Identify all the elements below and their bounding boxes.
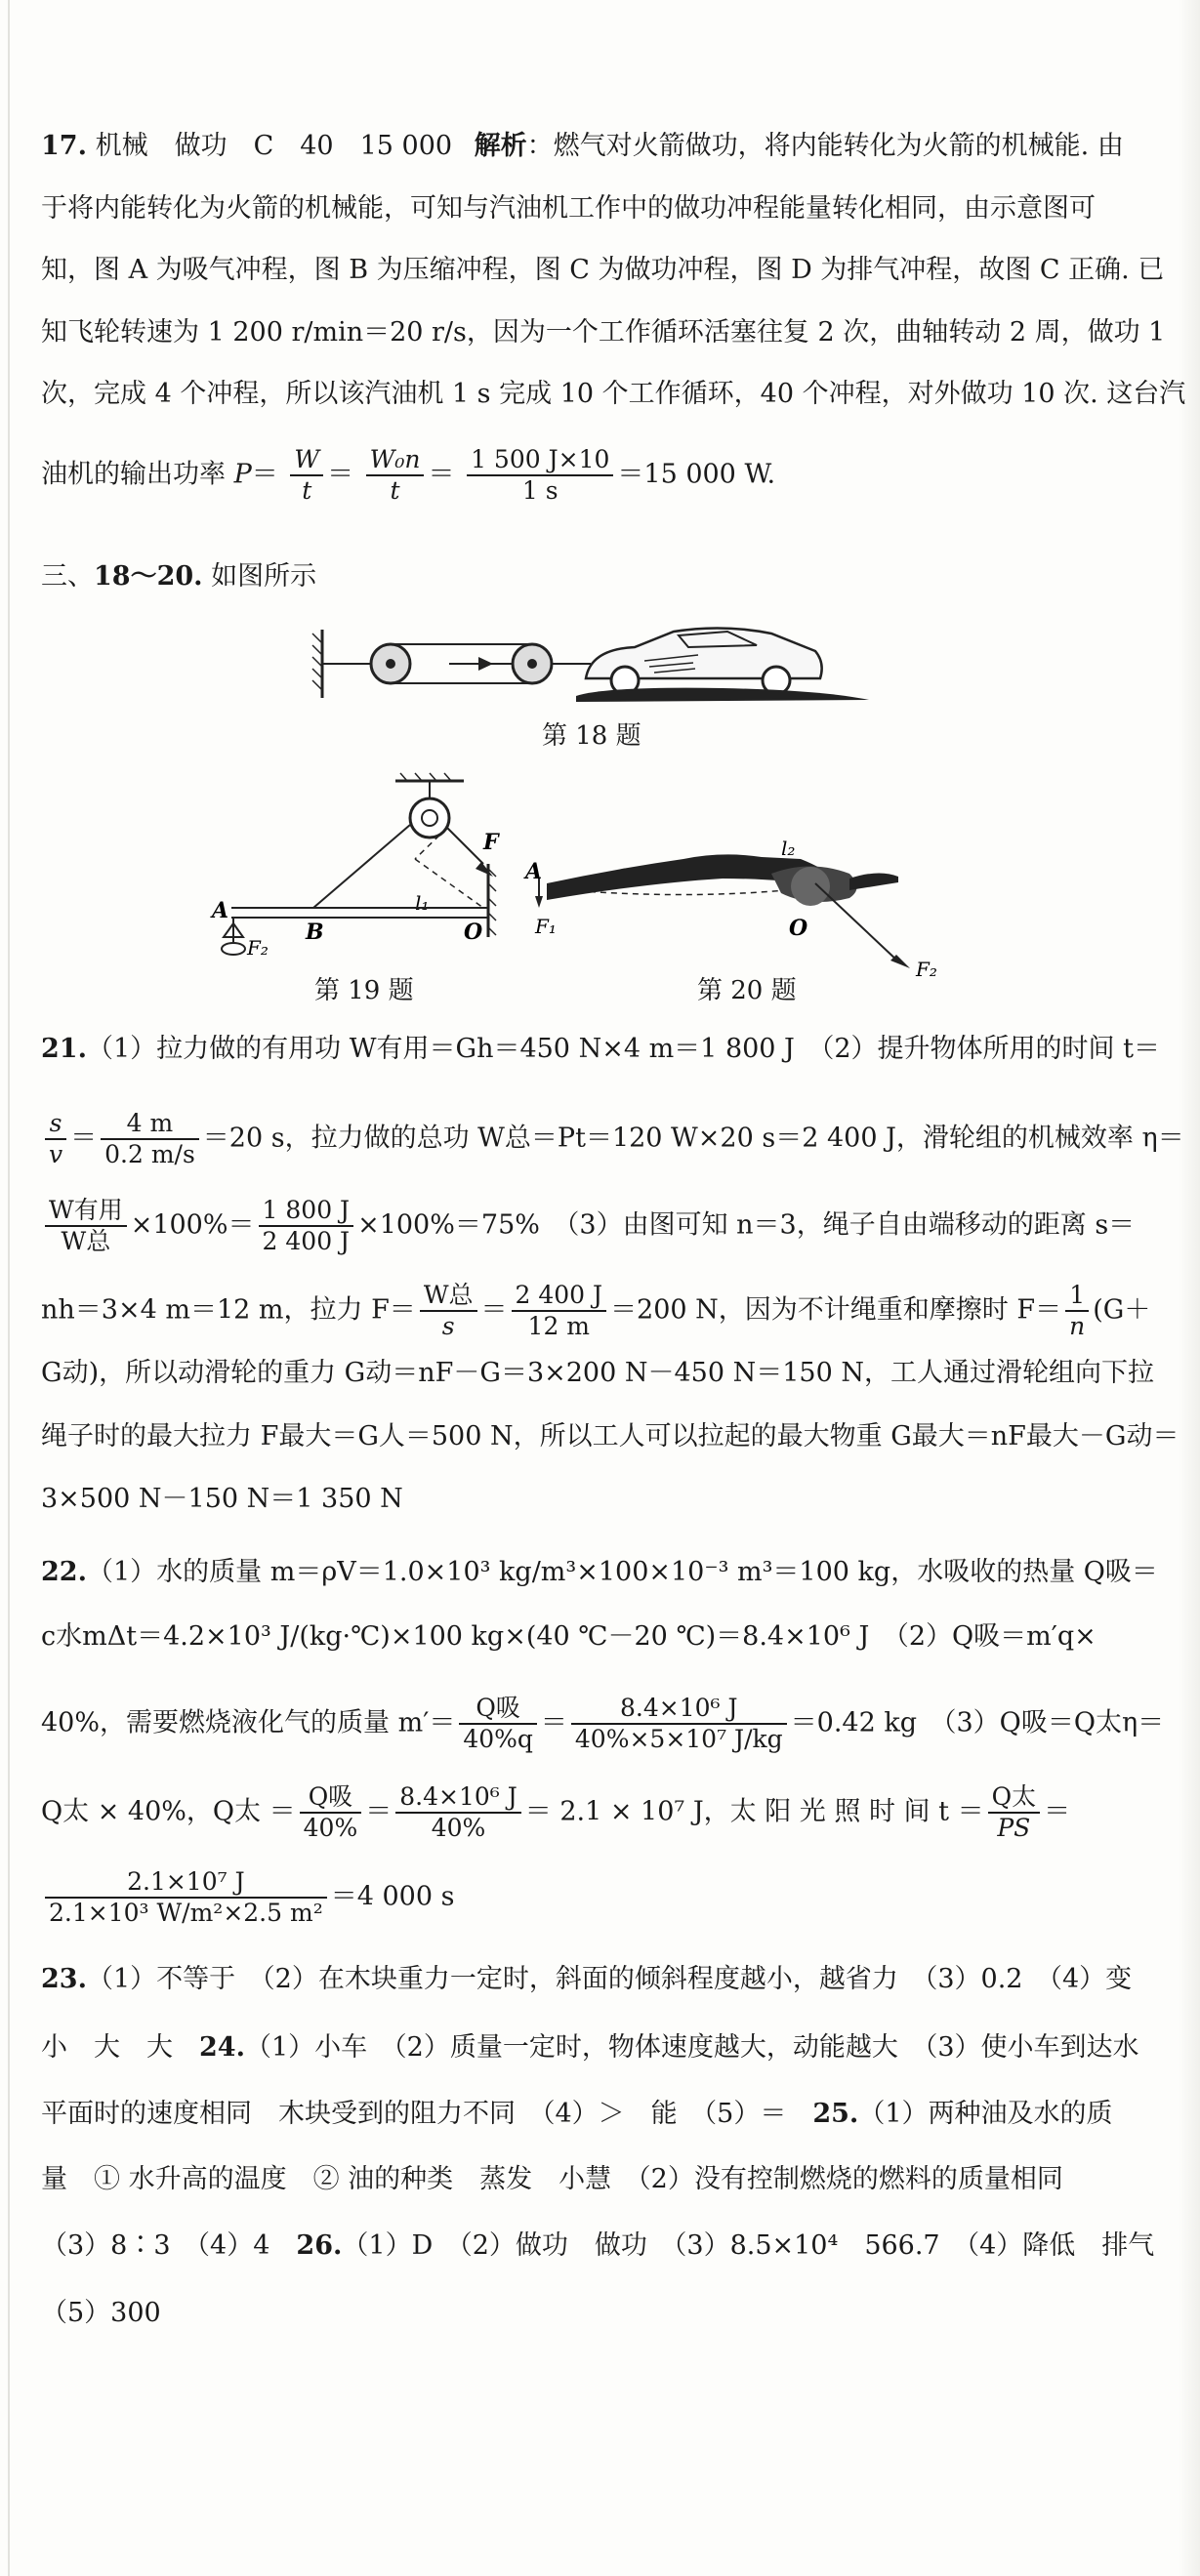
figure-19-label-B: B [306, 920, 324, 945]
figure-20-label-l2: l₂ [781, 837, 796, 860]
q22-frac-solar: $\frac{\text{Q吸}}{40\%}$ [300, 1782, 362, 1843]
figure-20-label-A: A [525, 859, 543, 884]
q24-number: 24. [199, 2032, 245, 2063]
q21-line-3: $\frac{\text{W有用}}{\text{W总}}$ ×100%＝ $\frac{1 800 J}{2 400 J}$ ×100%＝75% （3）由图可知 n＝3，绳子自由端移动的距离 s＝ [41, 1196, 1135, 1256]
figure-19-label-A: A [212, 898, 229, 923]
q17-P: P [233, 459, 252, 490]
section-3-heading: 三、18～20. 如图所示 [41, 561, 317, 592]
q17-frac-w-t: $\frac{W}{t}$ [290, 445, 323, 506]
q23-number: 23. [41, 1964, 87, 1994]
q21-frac-efficiency: $\frac{\text{W有用}}{\text{W总}}$ [45, 1196, 127, 1256]
q22-text-1: （1）水的质量 m＝ρV＝1.0×10³ kg/m³×100×10⁻³ m³＝100 kg，水吸收的热量 Q吸＝ [86, 1557, 1158, 1587]
figure-19-caption: 第 19 题 [314, 976, 414, 1005]
q25-number: 25. [812, 2099, 859, 2129]
figure-19 [212, 771, 513, 976]
q17-analysis-label: 解析 [474, 131, 527, 161]
figure-20 [525, 837, 986, 981]
q17-answers: 机械 做功 C 40 15 000 [95, 131, 453, 161]
q17-frac-w0n-t: $\frac{\text{W₀n}}{t}$ [366, 445, 425, 506]
q21-frac-force-values: $\frac{2 400 J}{12 m}$ [512, 1281, 607, 1341]
q21-text-3: ×100%＝75% （3）由图可知 n＝3，绳子自由端移动的距离 s＝ [357, 1209, 1136, 1241]
figure-20-caption: 第 20 题 [697, 976, 797, 1005]
q22-text-5: ＝4 000 s [330, 1881, 455, 1912]
q22-frac-time-values: $\frac{\text{2.1×10⁷ J}}{\text{2.1×10³ W/m²×2.5 m²}}$ [45, 1867, 327, 1928]
q21-frac-efficiency-values: $\frac{1 800 J}{2 400 J}$ [259, 1196, 354, 1256]
q22-line-3: 40%，需要燃烧液化气的质量 m′＝ $\frac{\text{Q吸}}{40\%q}$ ＝ $\frac{\text{8.4×10⁶ J}}{\text{40\%×5×10⁷ J/kg}}$ ＝0.42 kg （3）Q吸＝Q太η＝ [41, 1694, 1165, 1753]
q26-number: 26. [296, 2230, 343, 2261]
figure-18 [312, 620, 869, 717]
figure-19-label-l1: l₁ [415, 891, 430, 915]
q22-line-2: c水mΔt＝4.2×10³ J/(kg·℃)×100 kg×(40 ℃－20 ℃)＝8.4×10⁶ J （2）Q吸＝m′q× [41, 1621, 1097, 1652]
q22-number: 22. [41, 1557, 87, 1587]
q17-eq-3: ＝ [428, 459, 455, 490]
figure-19-label-O: O [464, 920, 483, 945]
q21-line-5: G动)，所以动滑轮的重力 G动＝nF－G＝3×200 N－450 N＝150 N，工人通过滑轮组向下拉 [41, 1358, 1154, 1388]
q22-text-3: ＝0.42 kg （3）Q吸＝Q太η＝ [790, 1707, 1165, 1738]
q21-frac-s-v: $\frac{s}{v}$ [45, 1109, 66, 1169]
q17-line-6 [41, 445, 775, 506]
q21-line-4: nh＝3×4 m＝12 m，拉力 F＝ $\frac{\text{W总}}{s}$ ＝ $\frac{2 400 J}{12 m}$ ＝200 N，因为不计绳重和摩擦时 F＝ $\frac{1}{n}$ (G＋ [41, 1281, 1151, 1340]
q17-line-4: 知飞轮转速为 1 200 r/min＝20 r/s，因为一个工作循环活塞往复 2 次，曲轴转动 2 周，做功 1 [41, 317, 1166, 348]
q22-frac-mass-values: $\frac{\text{8.4×10⁶ J}}{\text{40\%×5×10⁷ J/kg}}$ [571, 1694, 787, 1754]
figure-20-label-F2: F₂ [916, 958, 937, 981]
q21-number: 21. [41, 1034, 87, 1064]
q17-text-1: ：燃气对火箭做功，将内能转化为火箭的机械能. 由 [526, 131, 1124, 161]
q26-text: （1）D （2）做功 做功 （3）8.5×10⁴ 566.7 （4）降低 排气 [342, 2230, 1155, 2261]
q21-line-1 [41, 1032, 1160, 1067]
q17-eq-2: ＝ [327, 459, 354, 490]
figure-19-label-F2: F₂ [247, 936, 269, 960]
q23-line-3: 平面时的速度相同 木块受到的阻力不同 （4）＞ 能 （5）＝ 25.（1）两种油及水的质 [41, 2099, 1113, 2129]
figure-20-label-O: O [789, 916, 808, 941]
q22-line-1 [41, 1555, 1158, 1590]
q17-number: 17. [41, 131, 87, 161]
q17-eq-1: ＝ [251, 459, 278, 490]
q21-line-6: 绳子时的最大拉力 F最大＝G人＝500 N，所以工人可以拉起的最大物重 G最大＝nF最大－G动＝ [41, 1421, 1179, 1452]
q23-line-1 [41, 1962, 1132, 1997]
q22-frac-mass: $\frac{\text{Q吸}}{40\%q}$ [459, 1694, 537, 1754]
q21-frac-force: $\frac{\text{W总}}{s}$ [420, 1281, 477, 1341]
q21-line-2: $\frac{s}{v}$ ＝ $\frac{4 m}{0.2 m/s}$ ＝20 s，拉力做的总功 W总＝Pt＝120 W×20 s＝2 400 J，滑轮组的机械效率 η＝ [41, 1109, 1184, 1169]
q21-frac-time: $\frac{4 m}{0.2 m/s}$ [101, 1109, 199, 1169]
q24-text: （1）小车 （2）质量一定时，物体速度越大，动能越大 （3）使小车到达水 [244, 2032, 1139, 2063]
q22-frac-solar-values: $\frac{\text{8.4×10⁶ J}}{40\%}$ [395, 1782, 521, 1843]
q21-text-2: ＝20 s，拉力做的总功 W总＝Pt＝120 W×20 s＝2 400 J，滑轮组的机械效率 η＝ [202, 1123, 1184, 1154]
q23-text-1: （1）不等于 （2）在木块重力一定时，斜面的倾斜程度越小，越省力 （3）0.2 （4）变 [86, 1964, 1133, 1994]
q22-line-4: Q太 × 40%，Q太 ＝ $\frac{\text{Q吸}}{40\%}$ ＝ $\frac{\text{8.4×10⁶ J}}{40\%}$ ＝ 2.1 × 10⁷ J，太 阳 光 照 时 间 t ＝ $\frac{\text{Q太}}{PS}$ ＝ [41, 1782, 1071, 1842]
figure-18-caption: 第 18 题 [542, 721, 641, 751]
q22-line-5 [41, 1867, 454, 1928]
q22-frac-time: $\frac{\text{Q太}}{PS}$ [988, 1782, 1041, 1843]
q21-line-7: 3×500 N－150 N＝1 350 N [41, 1484, 403, 1514]
figure-19-label-F: F [483, 830, 499, 855]
q17-line-2: 于将内能转化为火箭的机械能，可知与汽油机工作中的做功冲程能量转化相同，由示意图可 [41, 193, 1096, 224]
q21-frac-one-over-n: $\frac{1}{n}$ [1065, 1281, 1089, 1341]
q17-line-5: 次，完成 4 个冲程，所以该汽油机 1 s 完成 10 个工作循环，40 个冲程，对外做功 10 次. 这台汽 [41, 379, 1186, 409]
page-edge [8, 0, 10, 2576]
q17-result: ＝15 000 W. [617, 459, 776, 490]
q25-text: （1）两种油及水的质 [858, 2099, 1113, 2129]
figure-20-label-F1: F₁ [535, 915, 557, 938]
q21-text-1: （1）拉力做的有用功 W有用＝Gh＝450 N×4 m＝1 800 J （2）提升物体所用的时间 t＝ [86, 1034, 1160, 1064]
q17-line-1 [41, 129, 1124, 164]
q17-power-label: 油机的输出功率 [41, 459, 234, 490]
q23-line-6: （5）300 [41, 2298, 161, 2328]
q17-line-3: 知，图 A 为吸气冲程，图 B 为压缩冲程，图 C 为做功冲程，图 D 为排气冲程，故图 C 正确. 已 [41, 255, 1165, 285]
q23-line-4: 量 ① 水升高的温度 ② 油的种类 蒸发 小慧 （2）没有控制燃烧的燃料的质量相同 [41, 2164, 1063, 2194]
q17-frac-values: $\frac{1 500 J\times 10}{1 s}$ [467, 445, 613, 506]
q23-line-5: （3）8∶3 （4）4 26.（1）D （2）做功 做功 （3）8.5×10⁴ 566.7 （4）降低 排气 [41, 2230, 1155, 2261]
q23-line-2: 小 大 大 24.（1）小车 （2）质量一定时，物体速度越大，动能越大 （3）使小车到达水 [41, 2032, 1139, 2063]
